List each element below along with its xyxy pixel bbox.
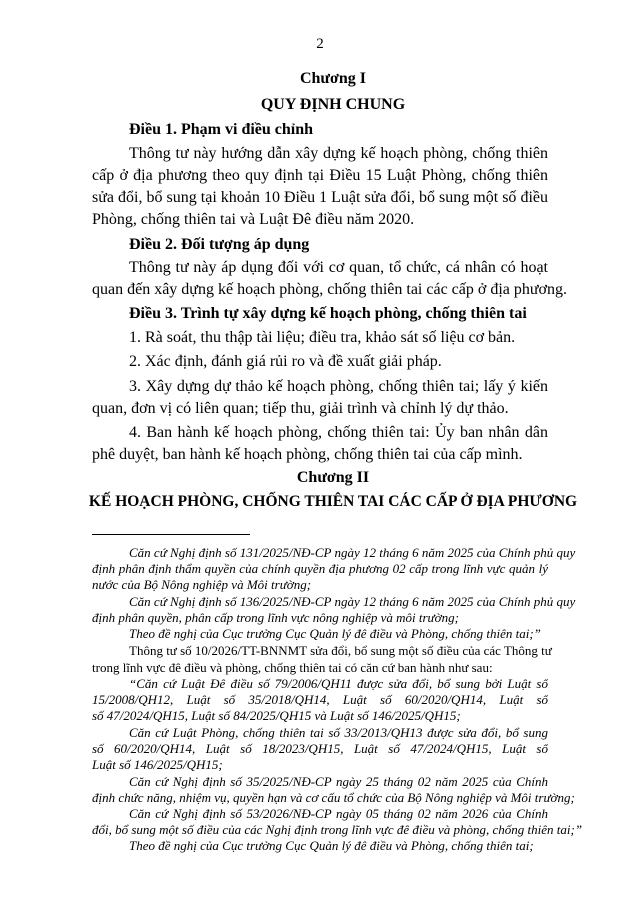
- footnote-line: nước của Bộ Nông nghiệp và Môi trường;: [92, 577, 312, 592]
- footnote-line: đổi, bổ sung một số điều của các Nghị định trong lĩnh vực đê điều và phòng, chống thiên tai;”: [92, 822, 583, 837]
- footnote-line: Theo đề nghị của Cục trưởng Cục Quản lý đê điều và Phòng, chống thiên tai;”: [129, 626, 541, 641]
- dieu-1-line: Thông tư này hướng dẫn xây dựng kế hoạch phòng, chống thiên: [129, 145, 548, 162]
- dieu-3-item: quan, đơn vị có liên quan; tiếp thu, giải trình và chỉnh lý dự thảo.: [92, 400, 509, 417]
- dieu-2-heading: Điều 2. Đối tượng áp dụng: [129, 236, 310, 253]
- dieu-1-line: sửa đổi, bổ sung tại khoản 10 Điều 1 Luật sửa đổi, bổ sung một số điều: [92, 189, 548, 206]
- footnote-line: số 60/2020/QH14, Luật số 18/2023/QH15, Luật số 47/2024/QH15, Luật số: [92, 741, 548, 756]
- dieu-3-heading: Điều 3. Trình tự xây dựng kế hoạch phòng, chống thiên tai: [129, 305, 527, 322]
- dieu-1-line: cấp ở địa phương theo quy định tại Điều 15 Luật Phòng, chống thiên: [92, 167, 548, 184]
- footnote-line: Căn cứ Luật Phòng, chống thiên tai số 33/2013/QH13 được sửa đổi, bổ sung: [129, 725, 548, 740]
- chapter-2-label: Chương II: [296, 469, 370, 486]
- footnote-separator: [92, 534, 250, 535]
- footnote-line: định chức năng, nhiệm vụ, quyền hạn và cơ cấu tổ chức của Bộ Nông nghiệp và Môi trường;: [92, 790, 575, 805]
- footnote-line: Căn cứ Nghị định số 53/2026/NĐ-CP ngày 05 tháng 02 năm 2026 của Chính: [129, 806, 548, 821]
- chapter-1-label: Chương I: [299, 70, 367, 87]
- chapter-1-title: QUY ĐỊNH CHUNG: [260, 96, 406, 113]
- dieu-3-item: 4. Ban hành kế hoạch phòng, chống thiên tai: Ủy ban nhân dân: [129, 424, 548, 441]
- footnote-line: Thông tư số 10/2026/TT-BNNMT sửa đổi, bổ sung một số điều của các Thông tư: [129, 643, 552, 658]
- dieu-1-line: Phòng, chống thiên tai và Luật Đê điều năm 2020.: [92, 211, 415, 228]
- dieu-3-item: 3. Xây dựng dự thảo kế hoạch phòng, chống thiên tai; lấy ý kiến: [129, 378, 548, 395]
- footnote-line: định phân định thẩm quyền của chính quyền địa phương 02 cấp trong lĩnh vực quản lý: [92, 561, 548, 576]
- page-number: 2: [316, 36, 324, 52]
- footnote-line: định phân quyền, phân cấp trong lĩnh vực nông nghiệp và môi trường;: [92, 610, 459, 625]
- footnote-line: Căn cứ Nghị định số 35/2025/NĐ-CP ngày 25 tháng 02 năm 2025 của Chính: [129, 774, 548, 789]
- dieu-2-line: Thông tư này áp dụng đối với cơ quan, tổ chức, cá nhân có hoạt: [129, 259, 548, 276]
- dieu-3-item: phê duyệt, ban hành kế hoạch phòng, chống thiên tai của cấp mình.: [92, 446, 523, 463]
- footnote-line: Theo đề nghị của Cục trưởng Cục Quản lý đê điều và Phòng, chống thiên tai;: [129, 838, 534, 853]
- footnote-line: Luật số 146/2025/QH15;: [92, 757, 223, 772]
- footnote-line: trong lĩnh vực đê điều và phòng, chống thiên tai có căn cứ ban hành như sau:: [92, 660, 493, 675]
- dieu-2-line: quan đến xây dựng kế hoạch phòng, chống thiên tai các cấp ở địa phương.: [92, 281, 568, 298]
- footnote-line: Căn cứ Nghị định số 136/2025/NĐ-CP ngày 12 tháng 6 năm 2025 của Chính phủ quy: [129, 594, 576, 609]
- dieu-3-item: 1. Rà soát, thu thập tài liệu; điều tra, khảo sát số liệu cơ bản.: [129, 329, 516, 346]
- footnote-line: số 47/2024/QH15, Luật số 84/2025/QH15 và Luật số 146/2025/QH15;: [92, 708, 461, 723]
- footnote-line: “Căn cứ Luật Đê điều số 79/2006/QH11 được sửa đổi, bổ sung bởi Luật số: [129, 676, 548, 691]
- footnote-line: 15/2008/QH12, Luật số 35/2018/QH14, Luật số 60/2020/QH14, Luật số: [92, 692, 548, 707]
- chapter-2-title: KẾ HOẠCH PHÒNG, CHỐNG THIÊN TAI CÁC CẤP Ở ĐỊA PHƯƠNG: [88, 493, 578, 510]
- dieu-3-item: 2. Xác định, đánh giá rủi ro và đề xuất giải pháp.: [129, 353, 442, 370]
- dieu-1-heading: Điều 1. Phạm vi điều chỉnh: [129, 121, 314, 138]
- footnote-line: Căn cứ Nghị định số 131/2025/NĐ-CP ngày 12 tháng 6 năm 2025 của Chính phủ quy: [129, 545, 576, 560]
